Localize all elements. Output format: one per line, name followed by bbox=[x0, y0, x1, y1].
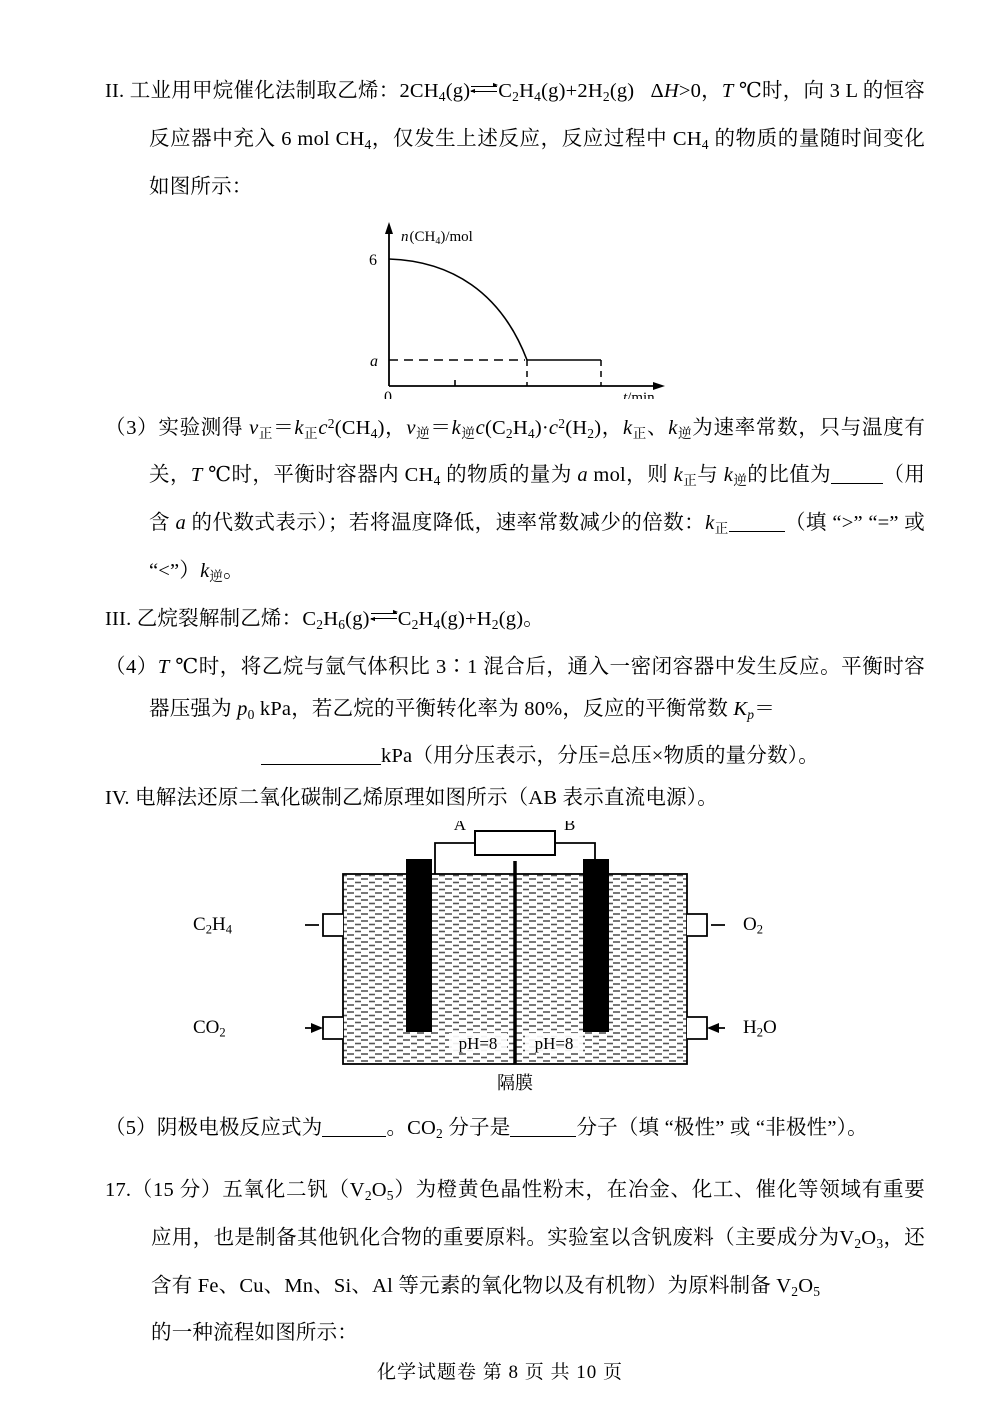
q5-text-3: 分子是 bbox=[443, 1117, 511, 1140]
ch4-vs-time-graph bbox=[355, 214, 675, 399]
answer-blank-cathode-equation[interactable] bbox=[322, 1136, 386, 1137]
question-3: （3）实验测得 $v_正=k_正c^2(CH_4)$，$v_逆=k_逆c(C_2H_4)\cdot c^2(H_2)$，$k_正$、$k_逆$为速率常数，只与温度有关，T ℃时，平衡时容器内 $CH_4$ 的物质的量为 a mol，则 $k_正$与 $k_逆$的比值为 （用含 a 的代数式表示）；若将温度降低，速率常数减少的倍数：$k_正$ （填 “>” “=” 或 “$<”)k_逆$。 bbox=[105, 415, 926, 584]
q3-a-var: a bbox=[577, 464, 588, 487]
q5-text-2: 。CO bbox=[386, 1117, 437, 1140]
q3-constants: $k_正$、$k_逆$ bbox=[622, 416, 693, 441]
section-II-text-1: 工业用甲烷催化法制取乙烯： bbox=[129, 80, 400, 102]
section-III-marker: III. bbox=[105, 607, 132, 630]
q3-kr-ref: $k_逆$ bbox=[723, 464, 748, 489]
q3-text-4c: 的代数式表示）；若将温度降低，速率常数减少的倍 bbox=[185, 512, 664, 535]
y-tick-label-6: 6 bbox=[369, 251, 377, 269]
temperature-var: T bbox=[721, 80, 734, 102]
answer-blank-ratio[interactable] bbox=[831, 483, 883, 484]
decay-curve bbox=[389, 259, 527, 360]
equation-reactant: $2CH_4(g)$ bbox=[399, 80, 471, 104]
q17-score: （15 分） bbox=[131, 1179, 223, 1202]
label-co2: $CO_2$ bbox=[193, 1017, 226, 1040]
terminal-a-label: A bbox=[453, 821, 466, 835]
q3-rate-reverse: $v_逆=k_逆c(C_2H_4)\cdot c^2(H_2)$， bbox=[406, 415, 623, 441]
q4-text-2a: 衡时容器压强为 bbox=[149, 655, 925, 720]
dc-power-supply bbox=[475, 831, 555, 855]
arrow-c2h4-icon bbox=[305, 920, 319, 930]
section-II-text-2c: 的物质 bbox=[708, 127, 778, 150]
label-o2: $O_2$ bbox=[743, 914, 763, 937]
q4-text-3a: kPa（用分压表示，分压=总压×物质的量分数）。 bbox=[381, 745, 819, 768]
answer-blank-polarity[interactable] bbox=[510, 1136, 576, 1137]
port-o2-outlet bbox=[687, 914, 707, 936]
section-II-marker: II. bbox=[105, 80, 125, 102]
x-axis-label: t/min bbox=[623, 389, 655, 399]
section-IV-text: 电解法还原二氧化碳制乙烯原理如图所示（AB 表示直流电源）。 bbox=[135, 787, 718, 810]
q4-text-1: ℃时，将乙烷与氩气体积比 3∶1 混合后，通入一密闭容器中发生反应。平 bbox=[169, 655, 863, 678]
arrow-o2-icon bbox=[711, 920, 725, 930]
q3-text-5c: 。 bbox=[223, 559, 244, 582]
q3-temp-var: T bbox=[190, 464, 203, 487]
q3-text-3d: mol，则 bbox=[587, 464, 674, 487]
section-III-paragraph bbox=[105, 598, 925, 646]
answer-blank-comparison[interactable] bbox=[729, 531, 785, 532]
q3-text-4b: （用含 bbox=[149, 464, 926, 535]
q3-text-5a: 数： bbox=[663, 512, 706, 535]
q5-text-4: 分子（填 “极性” 或 “非 bbox=[576, 1117, 786, 1140]
section-II-text-2b: ，仅发生上述反应，反应过程中 CH bbox=[371, 127, 702, 150]
label-c2h4: $C_2H_4$ bbox=[193, 914, 232, 937]
ph-label-right: pH=8 bbox=[534, 1034, 574, 1054]
q3-text-3c: 的物质的量为 bbox=[440, 464, 578, 487]
cell-svg bbox=[305, 821, 725, 1099]
y-axis-label: $n(CH_4)$/mol bbox=[401, 228, 473, 247]
q3-text-3a: 只与温度有关， bbox=[149, 416, 926, 487]
q3-text-1: 实验测得 bbox=[158, 416, 250, 439]
temperature-unit: ℃时， bbox=[733, 80, 804, 102]
equation-product: $C_2H_4(g)+2H_2(g)$ bbox=[498, 80, 635, 104]
q3-kf-ref: $k_正$ bbox=[673, 464, 698, 489]
question-17: 17.（15 分）五氧化二钒$(V_2O_5)$为橙黄色晶性粉末，在冶金、化工、催化等领域有重要应用，也是制备其他钒化合物的重要原料。实验室以含钒废料（主要成分为$V_2O_3$，还含有 Fe、Cu、Mn、Si、Al 等元素的氧化物以及有机物）为原料制备 $V_2O_5$ 的一种流程如图所示： bbox=[105, 1179, 925, 1345]
delta-h-term: ΔH>0， bbox=[650, 80, 722, 102]
terminal-b-label: B bbox=[564, 821, 576, 835]
q4-label: （4） bbox=[105, 655, 158, 678]
label-h2o: $H_2O$ bbox=[743, 1017, 777, 1040]
q4-kp-var: $K_p$ bbox=[733, 697, 755, 722]
port-c2h4-outlet bbox=[323, 914, 343, 936]
y-axis-arrow-icon bbox=[385, 222, 393, 234]
question-4 bbox=[105, 646, 925, 778]
q3-text-3e: 与 bbox=[697, 464, 724, 487]
q3-rate-forward: $v_正=k_正c^2(CH_4)$， bbox=[249, 415, 407, 441]
equilibrium-arrow-icon-2 bbox=[371, 606, 397, 627]
section-IV-marker: IV. bbox=[105, 787, 130, 810]
q5-label: （5） bbox=[105, 1117, 157, 1140]
arrow-co2-icon bbox=[305, 1023, 323, 1033]
ethylene-formula: $C_2H_4(g)+H_2(g)$。 bbox=[397, 607, 544, 632]
section-IV-paragraph bbox=[105, 777, 925, 819]
arrow-h2o-icon bbox=[707, 1023, 725, 1033]
q3-text-4a: 的比值为 bbox=[747, 464, 832, 487]
q5-text-5: 极性”）。 bbox=[785, 1117, 868, 1140]
q4-temp-var: T bbox=[157, 655, 170, 678]
section-II-paragraph: II. 工业用甲烷催化法制取乙烯：$2CH_4(g)$ $C_2H_4(g)+2H_2(g)$ ΔH>0，T ℃时，向 3 L 的恒容反应器中充入 6 mol $CH_4$，仅发生上述反应，反应过程中 $CH_4$ 的物质的量随时间变化如图所示： bbox=[105, 80, 925, 198]
ph-label-left: pH=8 bbox=[458, 1034, 498, 1054]
section-II-text-3: 的量随时间变化如图所示： bbox=[149, 127, 925, 198]
q5-text-1: 阴极电极反应式为 bbox=[156, 1117, 323, 1140]
question-5: （5）阴极电极反应式为 。$CO_2$ 分子是 分子（填 “极性” 或 “非极性”）。 bbox=[105, 1117, 868, 1142]
q17-text-1b: ）为橙黄色晶性粉末，在冶金、化工、催化等领域有 bbox=[393, 1179, 884, 1202]
graph-svg bbox=[355, 214, 675, 399]
q17-text-2: 重要应用，也是制备其他钒化合物的重要原料。实验室以含钒废料（主要成分为 bbox=[151, 1179, 925, 1249]
q3-text-2: 为速率常数， bbox=[692, 416, 820, 439]
membrane-caption: 隔膜 bbox=[497, 1073, 533, 1094]
section-III-text: 乙烷裂解制乙烯： bbox=[136, 607, 303, 630]
q17-text-3b: ，还含有 Fe、Cu、Mn、Si、Al 等元素的氧化物以及有机物）为原料制备 V bbox=[151, 1226, 925, 1297]
port-h2o-inlet bbox=[687, 1017, 707, 1039]
q17-text-1a: 五氧化二钒（V bbox=[222, 1179, 365, 1202]
y-tick-label-a: a bbox=[370, 352, 378, 370]
q3-label: （3） bbox=[105, 416, 159, 439]
q4-text-2c: ＝ bbox=[754, 697, 775, 720]
origin-label: 0 bbox=[384, 388, 392, 399]
equilibrium-arrow-icon bbox=[471, 79, 497, 100]
anode-electrode bbox=[583, 859, 609, 1032]
x-axis-arrow-icon bbox=[653, 382, 665, 390]
q3-kf-ref-2: $k_正$ bbox=[705, 512, 729, 536]
q3-text-5b: （填 “>” “=” 或 “<”） bbox=[149, 512, 925, 582]
port-co2-inlet bbox=[323, 1017, 343, 1039]
q3-kr-ref-2: $k_逆$ bbox=[200, 559, 224, 584]
cathode-electrode bbox=[406, 859, 432, 1032]
q4-text-2b: kPa，若乙烷的平衡转化率为 80%，反应的平衡常数 bbox=[254, 697, 734, 720]
q17-number: 17. bbox=[105, 1179, 132, 1202]
q3-text-3b: ℃时，平衡时容器内 CH bbox=[202, 464, 434, 487]
q4-pressure-var: $p_0$ bbox=[237, 697, 255, 722]
page-footer: 化学试题卷 第 8 页 共 10 页 bbox=[376, 1362, 623, 1383]
wire-left bbox=[435, 843, 475, 874]
q17-text-4: 的一种流程如图所示： bbox=[151, 1322, 358, 1345]
electrolysis-cell-diagram bbox=[193, 821, 777, 1099]
section-II-text-2a: 向 3 L 的恒容反应器中充入 6 mol CH bbox=[149, 80, 925, 150]
ethane-formula: $C_2H_6(g)$ bbox=[302, 607, 370, 632]
answer-blank-kp[interactable] bbox=[261, 764, 381, 765]
q3-a-var-2: a bbox=[175, 512, 186, 535]
